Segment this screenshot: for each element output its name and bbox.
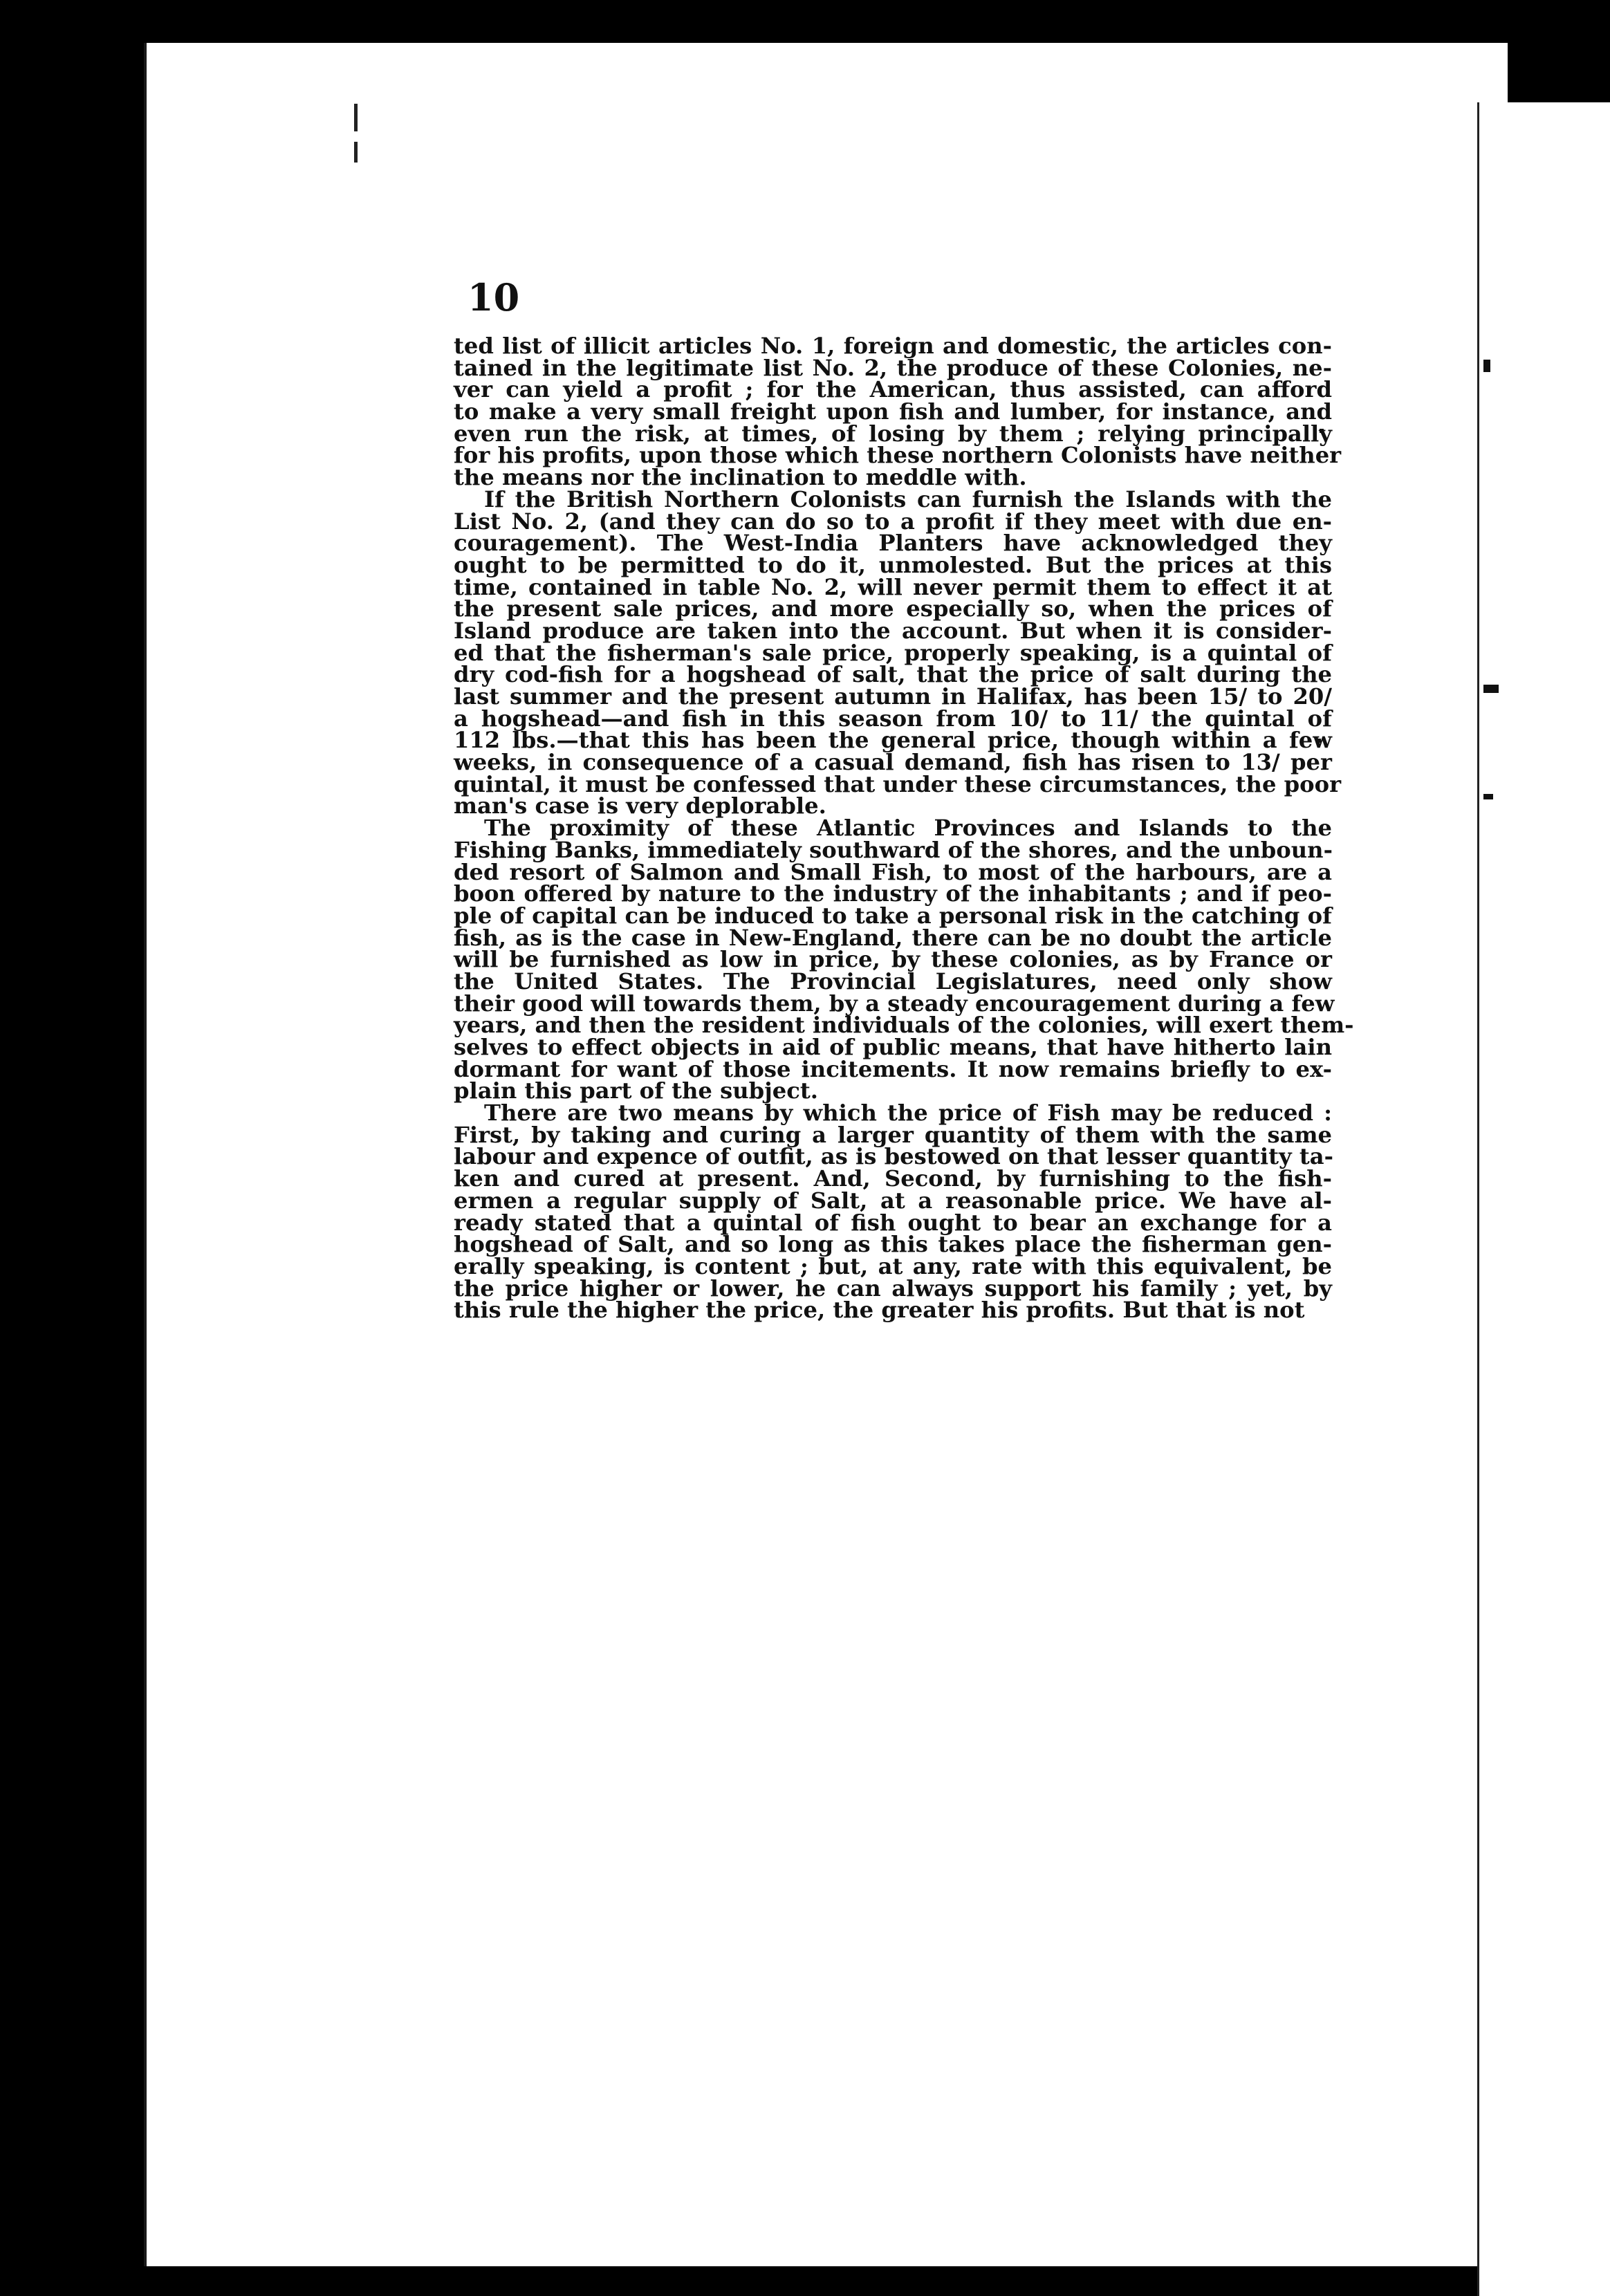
text-line: Fishing Banks, immediately southward of the shores, and the unboun- <box>454 836 1333 863</box>
text-line: 112 lbs.—that this has been the general price, though within a few <box>454 727 1332 754</box>
gutter-tick <box>354 142 358 163</box>
paragraph <box>454 815 1354 1104</box>
text-line: years, and then the resident individuals of the colonies, will exert them- <box>454 1012 1354 1039</box>
text-line: dormant for want of those incitements. It now remains briefly to ex- <box>454 1055 1332 1082</box>
text-line: ed that the fisherman's sale price, properly speaking, is a quintal of <box>454 639 1332 666</box>
text-line: ted list of illicit articles No. 1, foreign and domestic, the articles con- <box>454 333 1332 359</box>
page-number: 10 <box>468 275 520 320</box>
text-line: couragement). The West-India Planters have acknowledged they <box>454 530 1332 557</box>
text-line: their good will towards them, by a steady encouragement during a few <box>454 990 1335 1017</box>
text-line: labour and expence of outfit, as is bestowed on that lesser quantity ta- <box>454 1143 1333 1170</box>
text-line: the means nor the inclination to meddle with. <box>454 464 1027 491</box>
text-line: ken and cured at present. And, Second, by furnishing to the fish- <box>454 1165 1332 1192</box>
text-line: plain this part of the subject. <box>454 1077 818 1104</box>
body-text <box>454 333 1354 1324</box>
text-line: boon offered by nature to the industry of the inhabitants ; and if peo- <box>454 880 1332 907</box>
text-line: hogshead of Salt, and so long as this takes place the fisherman gen- <box>454 1231 1332 1258</box>
text-line: the price higher or lower, he can always support his family ; yet, by <box>454 1275 1332 1302</box>
paragraph <box>454 333 1342 491</box>
text-line: ermen a regular supply of Salt, at a reasonable price. We have al- <box>454 1187 1332 1214</box>
text-line: List No. 2, (and they can do so to a profit if they meet with due en- <box>454 508 1332 535</box>
adjacent-page-edge <box>1477 102 1610 2296</box>
text-line: If the British Northern Colonists can furnish the Islands with the <box>484 485 1332 512</box>
text-line: ple of capital can be induced to take a personal risk in the catching of <box>454 902 1332 929</box>
text-line: ought to be permitted to do it, unmolested. But the prices at this <box>454 551 1332 578</box>
text-line: even run the risk, at times, of losing by them ; relying principally <box>454 420 1332 447</box>
text-line: There are two means by which the price of Fish may be reduced : <box>484 1100 1332 1127</box>
edge-mark <box>1483 360 1490 372</box>
text-line: for his profits, upon those which these northern Colonists have neither <box>454 442 1342 469</box>
text-line: will be furnished as low in price, by these colonies, as by France or <box>454 946 1332 973</box>
edge-mark <box>1483 794 1493 799</box>
text-line: to make a very small freight upon fish and lumber, for instance, and <box>454 398 1332 425</box>
text-line: Island produce are taken into the account. But when it is consider- <box>454 617 1332 644</box>
text-line: a hogshead—and fish in this season from 10/ to 11/ the quintal of <box>454 705 1332 732</box>
gutter-tick <box>354 104 358 131</box>
text-line: fish, as is the case in New-England, there can be no doubt the article <box>454 924 1332 951</box>
text-line: man's case is very deplorable. <box>454 793 826 820</box>
text-line: erally speaking, is content ; but, at any, rate with this equivalent, be <box>454 1252 1332 1279</box>
text-line: ready stated that a quintal of fish ought to bear an exchange for a <box>454 1209 1332 1236</box>
text-line: ded resort of Salmon and Small Fish, to most of the harbours, are a <box>454 858 1332 885</box>
edge-mark <box>1483 685 1499 693</box>
text-line: ver can yield a profit ; for the American, thus assisted, can afford <box>454 376 1332 403</box>
text-line: time, contained in table No. 2, will never permit them to effect it at <box>454 573 1332 600</box>
text-line: dry cod-fish for a hogshead of salt, that the price of salt during the <box>454 661 1332 688</box>
text-line: this rule the higher the price, the greater his profits. But that is not <box>454 1297 1305 1324</box>
paragraph <box>454 1102 1332 1322</box>
text-line: quintal, it must be confessed that under these circumstances, the poor <box>454 770 1342 797</box>
text-line: First, by taking and curing a larger quantity of them with the same <box>454 1121 1332 1148</box>
text-line: selves to effect objects in aid of public means, that have hitherto lain <box>454 1034 1332 1060</box>
text-line: tained in the legitimate list No. 2, the produce of these Colonies, ne- <box>454 354 1332 381</box>
text-line: last summer and the present autumn in Halifax, has been 15/ to 20/ <box>454 683 1332 710</box>
text-line: weeks, in consequence of a casual demand, fish has risen to 13/ per <box>454 749 1332 776</box>
text-line: the United States. The Provincial Legislatures, need only show <box>454 968 1332 994</box>
text-line: the present sale prices, and more especially so, when the prices of <box>454 595 1332 622</box>
text-line: The proximity of these Atlantic Provinces and Islands to the <box>484 815 1332 842</box>
paragraph <box>454 485 1342 820</box>
